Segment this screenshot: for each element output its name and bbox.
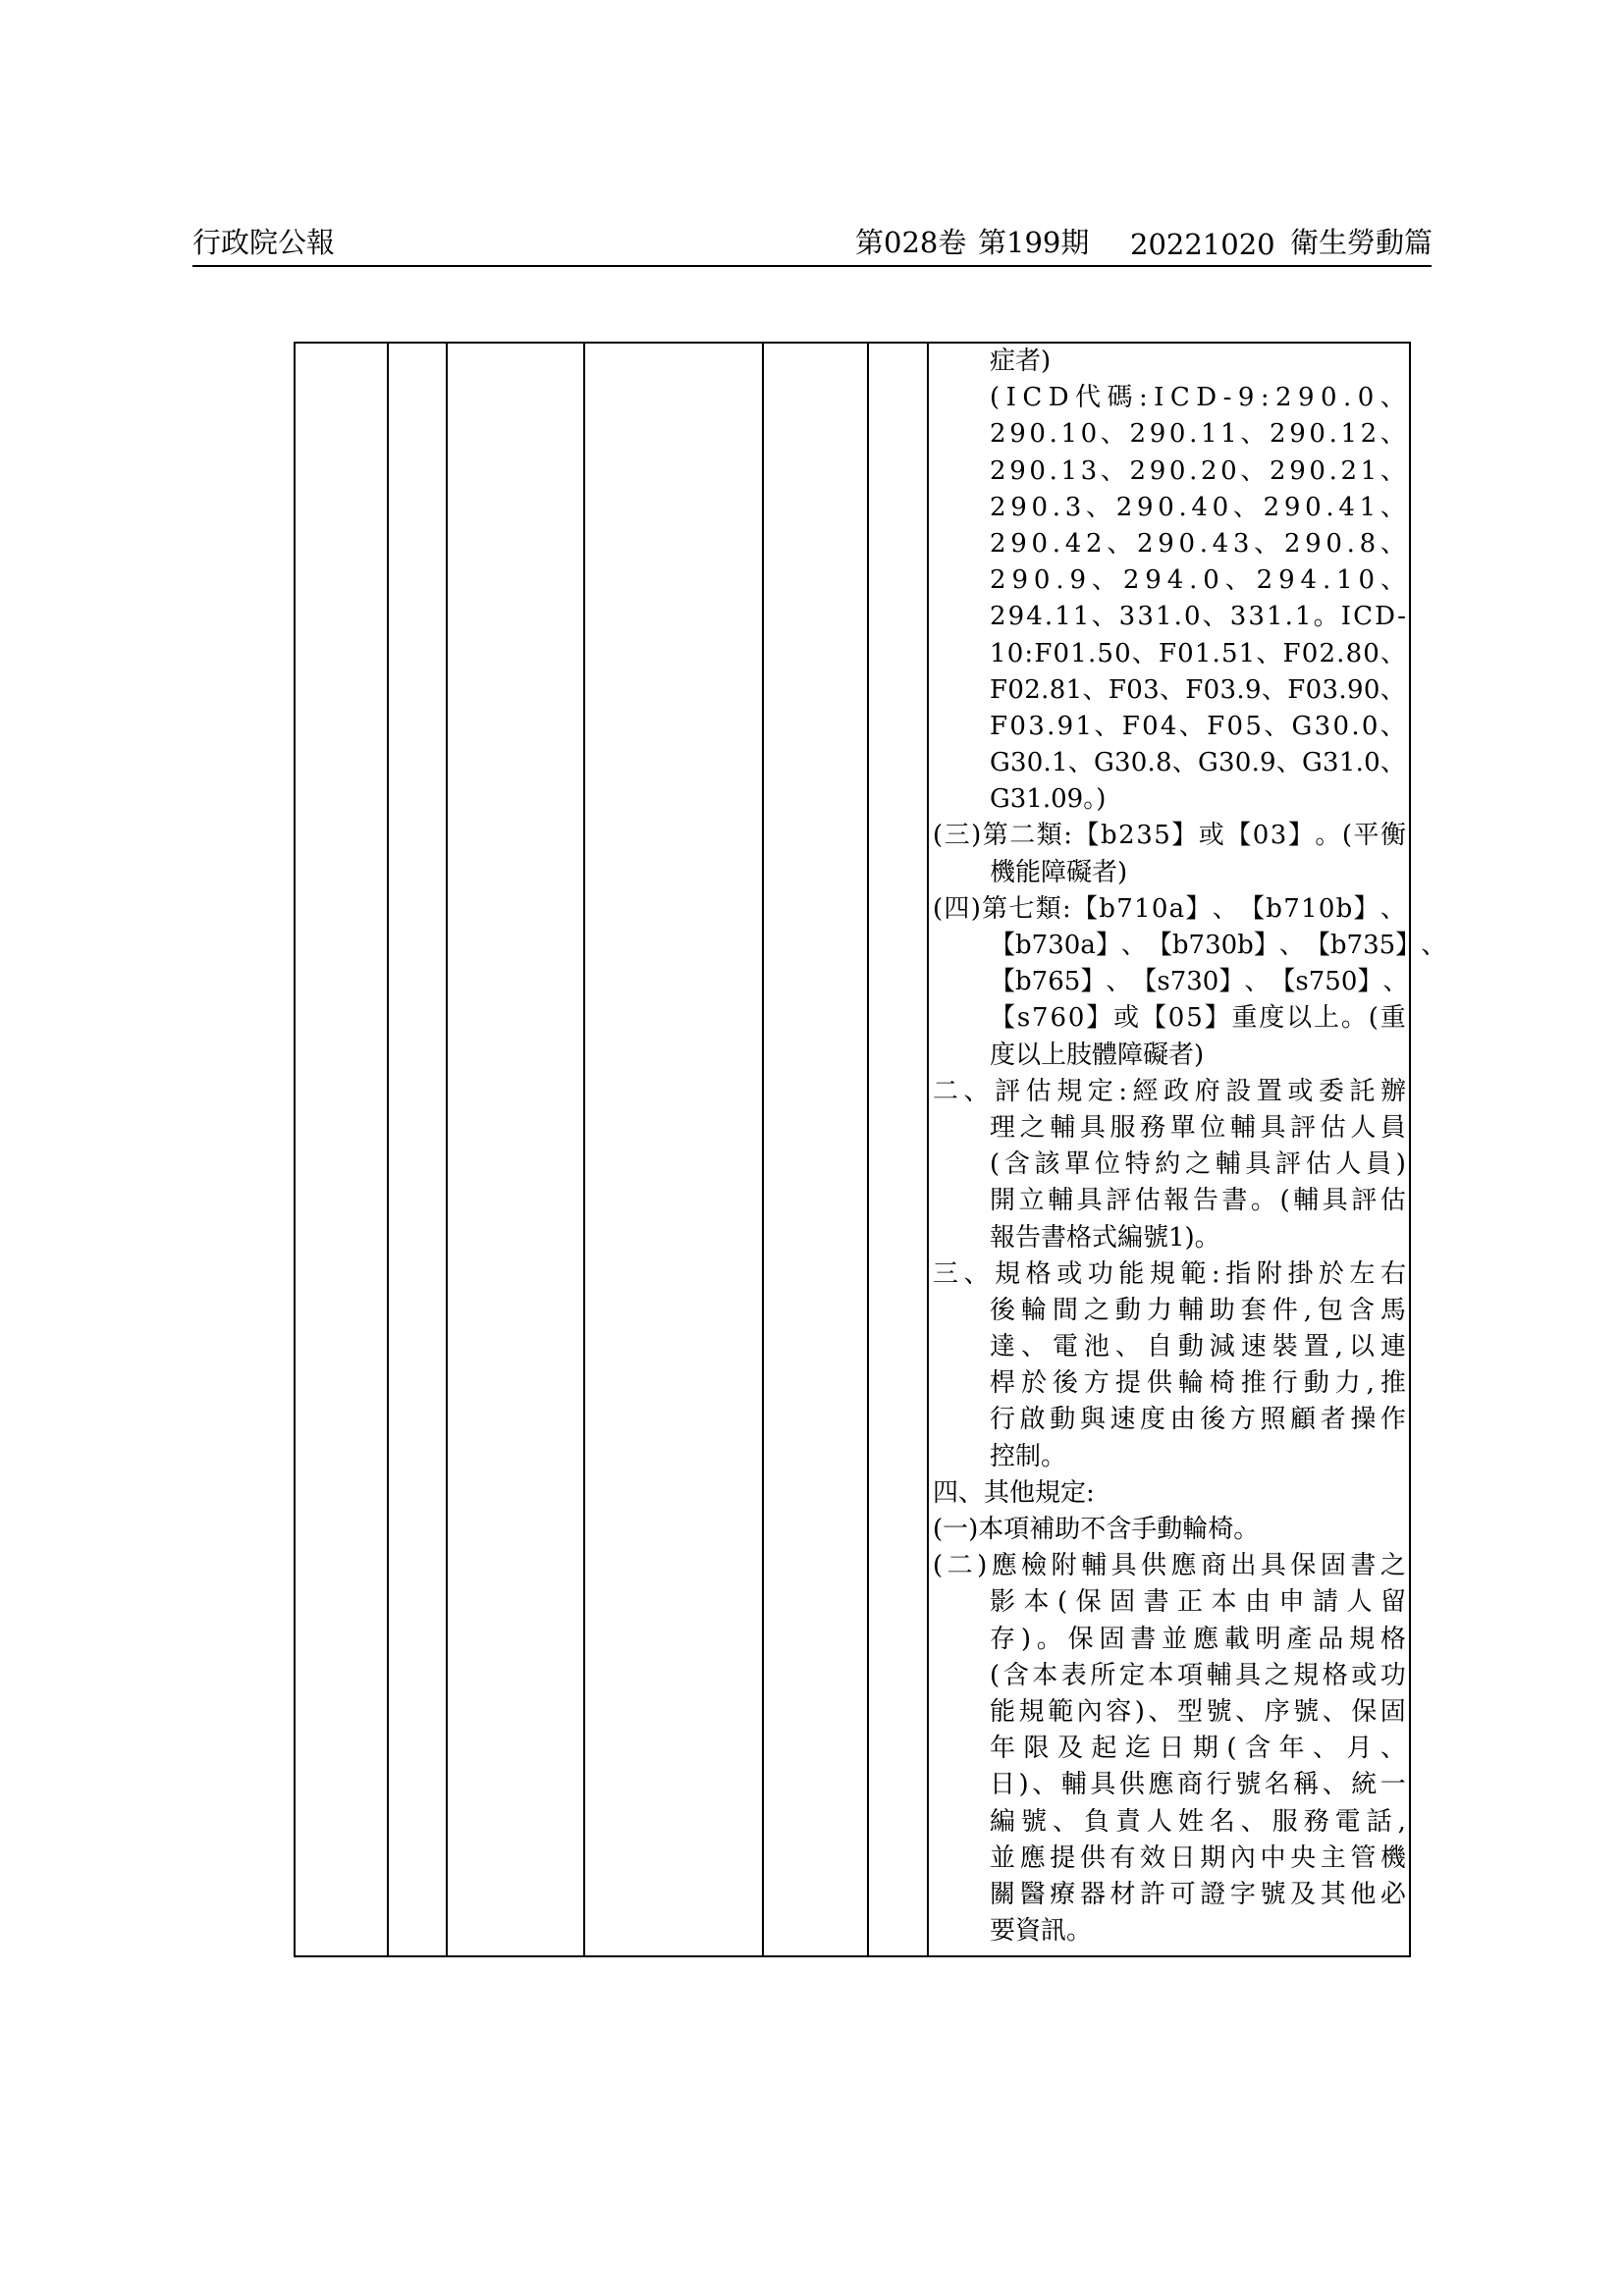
text-line: 四、其他規定: — [933, 1477, 1095, 1508]
text-line: 行 啟 動 與 速 度 由 後 方 照 顧 者 操 作 — [990, 1405, 1406, 1435]
text-line: 機能障礙者) — [990, 857, 1128, 887]
text-line: 能 規 範 內 容 ) 、 型 號 、 序 號 、 保 固 — [990, 1696, 1406, 1727]
text-line: ( 二 ) 應 檢 附 輔 具 供 應 商 出 具 保 固 書 之 — [933, 1551, 1406, 1581]
text-line: 二 、 評 估 規 定 : 經 政 府 設 置 或 委 託 辦 — [933, 1076, 1406, 1106]
text-line: F 0 2 . 8 1 、 F 0 3 、 F 0 3 . 9 、 F 0 3 . 9 0 、 — [990, 674, 1406, 705]
page-header — [192, 222, 1432, 267]
column-divider — [583, 344, 585, 1955]
text-line: 影 本 ( 保 固 書 正 本 由 申 請 人 留 — [990, 1587, 1406, 1618]
text-line: 存 ) 。 保 固 書 並 應 載 明 產 品 規 格 — [990, 1624, 1406, 1654]
volume-number: 第028卷 — [855, 226, 967, 259]
text-line: G 3 0 . 1 、 G 3 0 . 8 、 G 3 0 . 9 、 G 3 1 . 0 、 — [990, 748, 1406, 778]
text-line: 年 限 及 起 迄 日 期 ( 含 年 、 月 、 — [990, 1734, 1406, 1764]
text-line: G31.09。) — [990, 784, 1107, 815]
text-line: 三 、 規 格 或 功 能 規 範 : 指 附 掛 於 左 右 — [933, 1258, 1406, 1289]
text-line: 度以上肢體障礙者) — [990, 1040, 1205, 1070]
publication-title: 行政院公報 — [192, 226, 336, 259]
text-line: 關 醫 療 器 材 許 可 證 字 號 及 其 他 必 — [990, 1879, 1406, 1909]
text-line: 報告書格式編號1)。 — [990, 1222, 1220, 1253]
text-line: ( 四 ) 第 七 類 : 【 b 7 1 0 a 】 、 【 b 7 1 0 b 】 、 — [933, 893, 1406, 924]
text-line: 2 9 0 . 3 、 2 9 0 . 4 0 、 2 9 0 . 4 1 、 — [990, 492, 1406, 522]
text-line: (一)本項補助不含手動輪椅。 — [933, 1515, 1260, 1544]
text-line: 開 立 輔 具 評 估 報 告 書 。 ( 輔 具 評 估 — [990, 1186, 1406, 1216]
column-divider — [762, 344, 764, 1955]
section-name: 衛生勞動篇 — [1290, 226, 1434, 259]
text-line: 【 s 7 6 0 】 或 【 0 5 】 重 度 以 上 。 ( 重 — [990, 1003, 1406, 1034]
text-line: 控制。 — [990, 1441, 1067, 1471]
text-line: 症者) — [990, 347, 1052, 376]
column-divider — [446, 344, 448, 1955]
text-line: ( 含 本 表 所 定 本 項 輔 具 之 規 格 或 功 — [990, 1660, 1406, 1690]
text-line: 2 9 0 . 9 、 2 9 4 . 0 、 2 9 4 . 1 0 、 — [990, 565, 1406, 596]
text-line: 要資訊。 — [990, 1916, 1093, 1947]
text-line: ( 三 ) 第 二 類 : 【 b 2 3 5 】 或 【 0 3 】 。 ( 平 衡 — [933, 821, 1406, 851]
publication-date: 20221020 — [1130, 228, 1275, 261]
text-line: 桿 於 後 方 提 供 輪 椅 推 行 動 力 , 推 — [990, 1368, 1406, 1399]
text-line: 達 、 電 池 、 自 動 減 速 裝 置 , 以 連 — [990, 1332, 1406, 1362]
text-line: 2 9 0 . 1 0 、 2 9 0 . 1 1 、 2 9 0 . 1 2 、 — [990, 419, 1406, 450]
text-line: 【 b 7 6 5 】 、 【 s 7 3 0 】 、 【 s 7 5 0 】 、 — [990, 967, 1409, 997]
text-line: 編 號 、 負 責 人 姓 名 、 服 務 電 話 , — [990, 1806, 1406, 1837]
text-line: 1 0 : F 0 1 . 5 0 、 F 0 1 . 5 1 、 F 0 2 . 8 0 、 — [990, 638, 1406, 668]
text-line: 後 輪 間 之 動 力 輔 助 套 件 , 包 含 馬 — [990, 1295, 1406, 1325]
text-line: 日 ) 、 輔 具 供 應 商 行 號 名 稱 、 統 一 — [990, 1770, 1406, 1800]
text-line: F 0 3 . 9 1 、 F 0 4 、 F 0 5 、 G 3 0 . 0 、 — [990, 711, 1406, 741]
column-divider — [927, 344, 929, 1955]
text-line: 並 應 提 供 有 效 日 期 內 中 央 主 管 機 — [990, 1842, 1406, 1873]
text-line: 2 9 4 . 1 1 、 3 3 1 . 0 、 3 3 1 . 1 。 I C D - — [990, 602, 1406, 632]
specification-cell — [933, 344, 1447, 1949]
text-line: 2 9 0 . 4 2 、 2 9 0 . 4 3 、 2 9 0 . 8 、 — [990, 528, 1406, 559]
text-line: ( 含 該 單 位 特 約 之 輔 具 評 估 人 員 ) — [990, 1149, 1406, 1180]
text-line: ( I C D 代 碼 : I C D - 9 : 2 9 0 . 0 、 — [990, 383, 1406, 413]
text-line: 理 之 輔 具 服 務 單 位 輔 具 評 估 人 員 — [990, 1112, 1406, 1143]
text-line: 2 9 0 . 1 3 、 2 9 0 . 2 0 、 2 9 0 . 2 1 、 — [990, 455, 1406, 486]
column-divider — [867, 344, 869, 1955]
column-divider — [387, 344, 389, 1955]
text-line: 【 b 7 3 0 a 】 、 【 b 7 3 0 b 】 、 【 b 7 3 5 】 、 — [990, 931, 1447, 960]
issue-number: 第199期 — [978, 226, 1090, 259]
regulation-table — [294, 342, 1447, 1957]
